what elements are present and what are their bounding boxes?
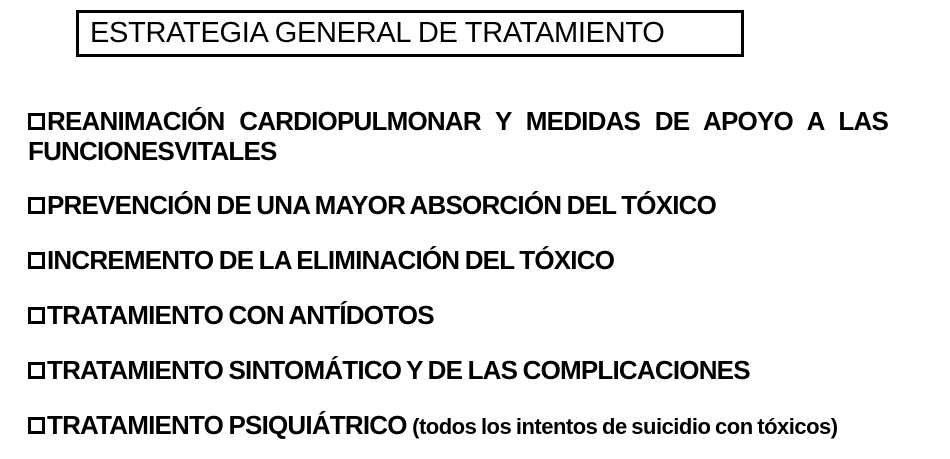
bullet-item-sintomatico	[28, 355, 750, 385]
bullet-text: PREVENCIÓN DE UNA MAYOR ABSORCIÓN DEL TÓXICO	[47, 190, 717, 220]
bullet-item-psiquiatrico	[28, 410, 838, 442]
bullet-text: TRATAMIENTO SINTOMÁTICO Y DE LAS COMPLICACIONES	[47, 355, 750, 385]
checkbox-bullet-icon	[28, 197, 45, 214]
checkbox-bullet-icon	[28, 362, 45, 379]
checkbox-bullet-icon	[28, 113, 45, 130]
page-title: ESTRATEGIA GENERAL DE TRATAMIENTO	[90, 17, 665, 49]
bullet-item-reanimacion	[28, 106, 888, 166]
bullet-text: REANIMACIÓN CARDIOPULMONAR Y MEDIDAS DE APOYO A LAS	[47, 106, 888, 136]
bullet-text-note: (todos los intentos de suicidio con tóxicos)	[412, 414, 838, 439]
title-box	[76, 10, 744, 57]
bullet-item-incremento	[28, 245, 614, 275]
bullet-text: TRATAMIENTO CON ANTÍDOTOS	[47, 300, 434, 330]
bullet-text: INCREMENTO DE LA ELIMINACIÓN DEL TÓXICO	[47, 245, 615, 275]
bullet-text: TRATAMIENTO PSIQUIÁTRICO	[47, 410, 407, 440]
checkbox-bullet-icon	[28, 307, 45, 324]
bullet-item-prevencion	[28, 190, 716, 220]
bullet-item-antidotos	[28, 300, 434, 330]
bullet-text-tail: FUNCIONES VITALES	[28, 136, 277, 166]
checkbox-bullet-icon	[28, 417, 45, 434]
checkbox-bullet-icon	[28, 252, 45, 269]
